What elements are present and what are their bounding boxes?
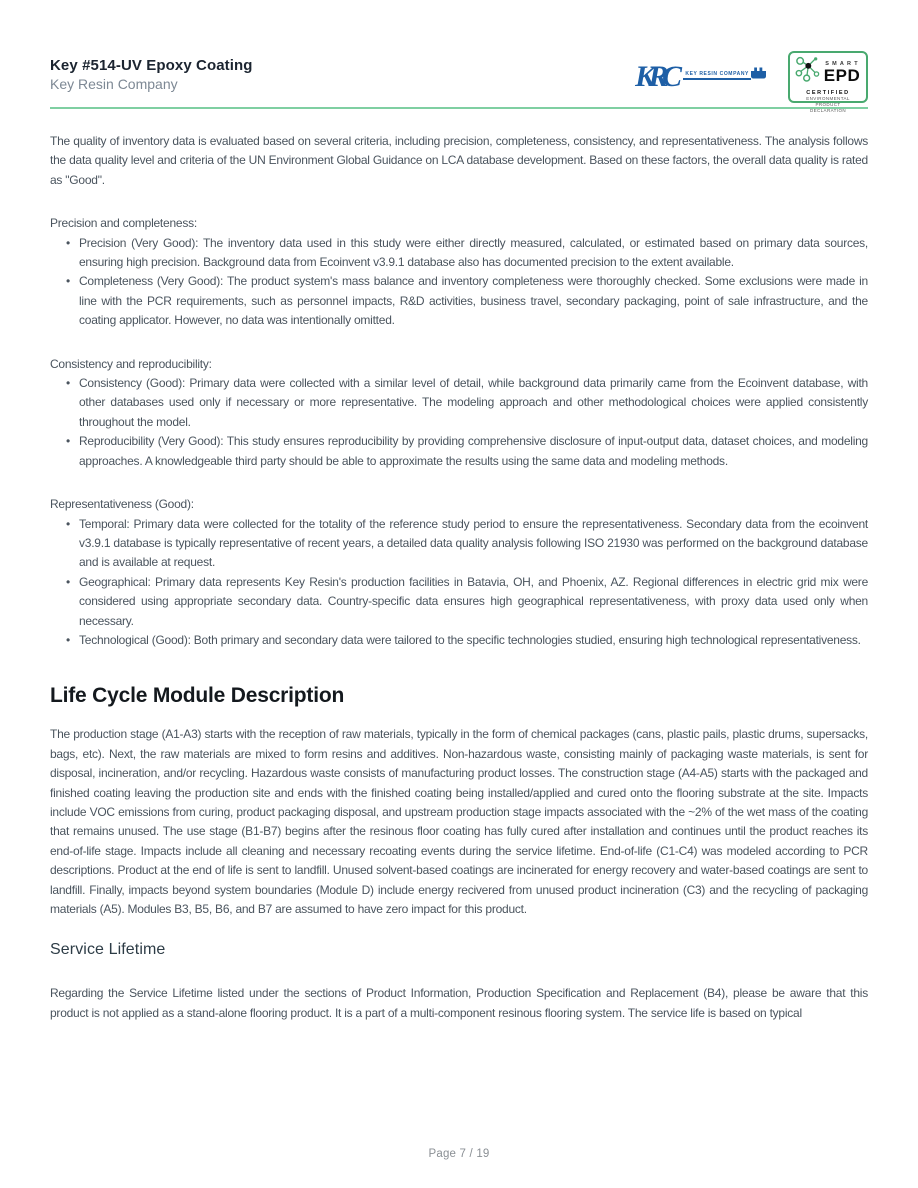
epd-badge-wordmark [823, 61, 861, 84]
company-name: Key Resin Company [50, 76, 178, 92]
page-header [50, 56, 868, 113]
page-footer [0, 1144, 918, 1162]
bullet-item: • Reproducibility (Very Good): This study ensures reproducibility by providing comprehensive disclosure of input-output data, dataset choices, and modeling approaches. A knowledgeable third party should be able to approximate the results using the same data and modeling methods. [79, 432, 868, 471]
epd-sub-line1: ENVIRONMENTAL PRODUCT [806, 96, 850, 107]
bullet-item: • Consistency (Good): Primary data were collected with a similar level of detail, while background data primarily came from the Ecoinvent database, with other databases used only if necessary or more representative. The modeling approach and other methodological choices were applied consistently throughout the model. [79, 374, 868, 432]
header-logos [635, 51, 868, 113]
section-precision-completeness [50, 214, 868, 330]
krc-monogram: KRC [635, 60, 676, 93]
epd-smart-label: SMART [825, 60, 861, 67]
header-divider [50, 107, 868, 109]
bullet-list [50, 515, 868, 651]
document-title: Key #514-UV Epoxy Coating [50, 57, 253, 74]
bullet-item: • Temporal: Primary data were collected for the totality of the reference study period to ensure the representativeness. Secondary data from the ecoinvent v3.9.1 database is typically representative of recent years, a detailed data quality analysis following ISO 21930 was performed on the background database and is available at request. [79, 515, 868, 573]
bullet-list [50, 374, 868, 471]
epd-label: EPD [823, 65, 861, 85]
key-bit-icon [751, 66, 766, 84]
section-label: Precision and completeness: [50, 216, 197, 231]
page-number: Page 7 / 19 [428, 1148, 490, 1160]
molecule-icon [795, 56, 820, 88]
bullet-list [50, 234, 868, 331]
key-resin-company-logo [635, 62, 766, 92]
section-heading-life-cycle-module-description: Life Cycle Module Description [50, 684, 345, 708]
smart-epd-certification-badge [788, 51, 868, 113]
lifecycle-paragraph: The production stage (A1-A3) starts with the reception of raw materials, typically in the form of chemical packages (cans, plastic pails, plastic drums, supersacks, bags, etc). Next, the raw materials are mixed to form resins and additives. Non-hazardous waste, consisting mainly of packaging waste materials, is sent for disposal, incineration, and/or recycling. Hazardous waste consists of manufacturing product losses. The construction stage (A4-A5) starts with the packaged and finished coating leaving the production site and ends with the finished coating being installed/applied and cured onto the flooring substrate at the site. Impacts include VOC emissions from curing, product packaging disposal, and upstream production stage impacts associated with the ~2% of the wet mass of the coating that remains unused. The use stage (B1-B7) begins after the resinous floor coating has fully cured after installation and continues until the product reaches its end-of-life stage. Impacts include all cleaning and necessary recoating events during the service lifetime. End-of-life (C1-C4) was modeled according to PCR descriptions. Product at the end of life is sent to landfill. Unused solvent-based coatings are incinerated for energy recovery and water-based coatings are sent to landfill. Finally, impacts beyond system boundaries (Module D) include energy recivered from unused product incineration (C3) and the recycling of packaging materials (A5). Modules B3, B5, B6, and B7 are assumed to have zero impact for this product. [50, 727, 868, 916]
epd-certified-label: CERTIFIED [806, 90, 850, 96]
service-lifetime-paragraph: Regarding the Service Lifetime listed under the sections of Product Information, Production Specification and Replacement (B4), please be aware that this product is not applied as a stand-alone flooring product. It is a part of a multi-component resinous flooring system. The service life is based on typical [50, 986, 868, 1020]
epd-badge-top [795, 56, 861, 88]
bullet-item: • Geographical: Primary data represents Key Resin's production facilities in Batavia, OH, and Phoenix, AZ. Regional differences in electric grid mix were considered using appropriate secondary data. Country-specific data ensures high geographical representativeness, with proxy data used only when necessary. [79, 573, 868, 631]
intro-paragraph: The quality of inventory data is evaluated based on several criteria, including precision, completeness, consistency, and representativeness. The analysis follows the data quality level and criteria of the UN Environment Global Guidance on LCA database development. Based on these factors, the overall data quality is rated as "Good". [50, 134, 868, 187]
section-label: Consistency and reproducibility: [50, 356, 212, 371]
bullet-item: • Technological (Good): Both primary and secondary data were tailored to the specific technologies studied, ensuring high technological representativeness. [79, 631, 868, 650]
bullet-item: • Completeness (Very Good): The product system's mass balance and inventory completeness were thoroughly checked. Some exclusions were made in line with the PCR requirements, such as personnel impacts, R&D activities, business travel, secondary packaging, point of sale infrastructure, and the coating applicator. However, no data was intentionally omitted. [79, 272, 868, 330]
bullet-item: • Precision (Very Good): The inventory data used in this study were either directly measured, calculated, or estimated based on primary data sources, ensuring high precision. Background data from Ecoinvent v3.9.1 database also has documented precision to the extent available. [79, 234, 868, 273]
section-consistency-reproducibility [50, 355, 868, 471]
subsection-heading-service-lifetime: Service Lifetime [50, 941, 166, 959]
krc-logo-label: KEY RESIN COMPANY [683, 71, 751, 80]
krc-key-shaft [683, 68, 766, 86]
section-representativeness [50, 495, 868, 650]
epd-sub-line2: DECLARATION [809, 108, 847, 113]
section-label: Representativeness (Good): [50, 497, 194, 512]
document-body [50, 132, 868, 1023]
